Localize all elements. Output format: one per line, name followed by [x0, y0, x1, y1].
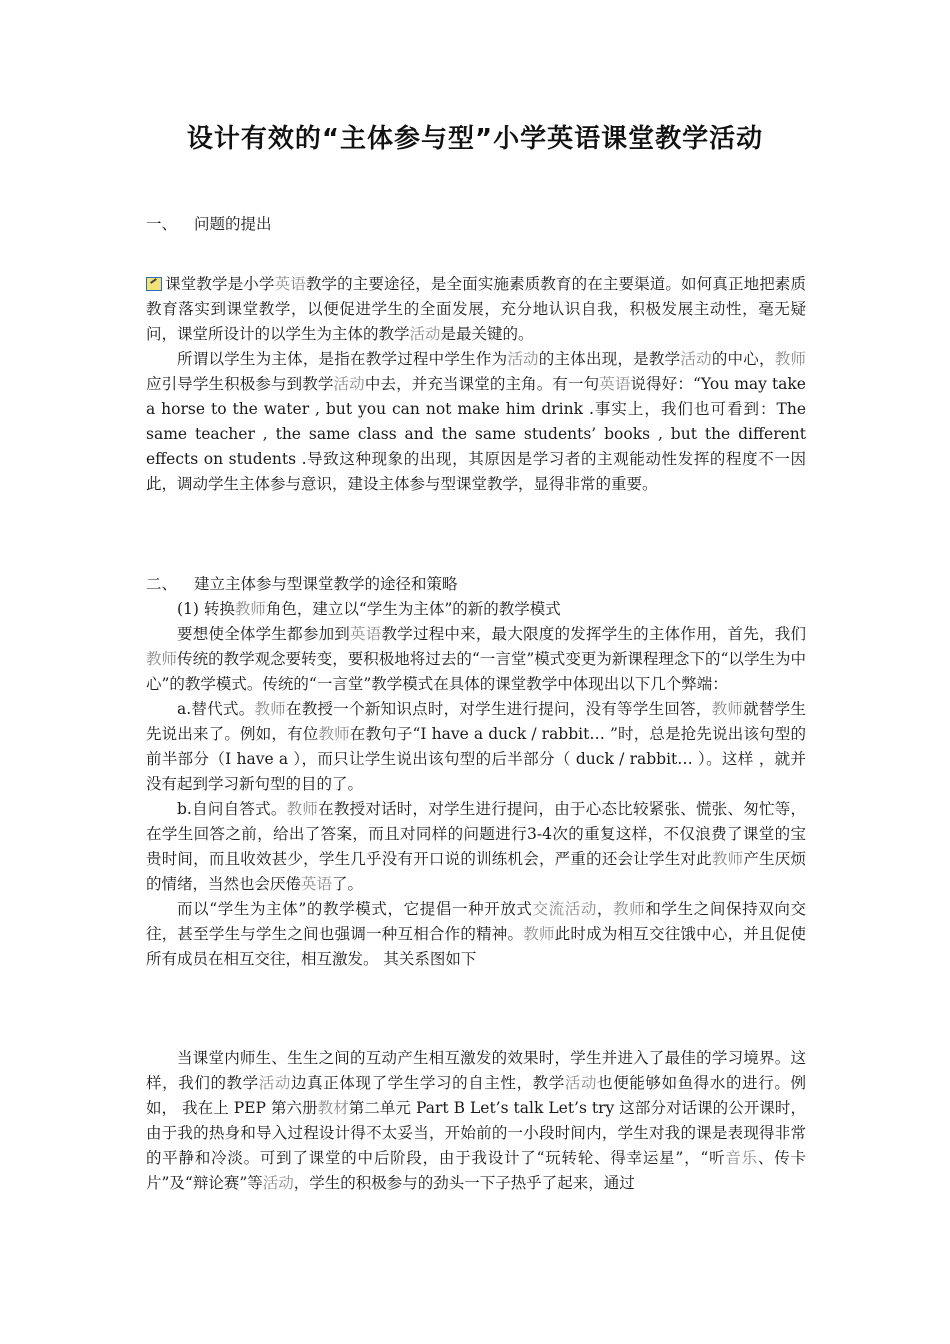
paragraph-runs: [146, 275, 806, 343]
paragraph: [146, 797, 806, 897]
highlighted-keyword: 英语: [274, 275, 306, 293]
text-run: 说得好：“You may take a horse to the water , but you can not make him drink .事实上，我们也可看到：The same teacher , the same class and the same students’ books , but the different effects on students .导致这种现象的出现，其原因是学习者的主观能动性发挥的程度不一因此，调动学生主体参与意识，建设主体参与型课堂教学，显得非常的重要。: [146, 375, 806, 493]
highlighted-keyword: 活动: [333, 375, 365, 393]
text-run: 是最关键的。: [440, 325, 534, 343]
text-run: 教学的主要途径，是全面实施素质教育的在主要渠道。如何真正地把素质教育落实到课堂教学，以便促进学生的全面发展，充分地认识自我，积极发展主动性，毫无疑问，课堂所设计的以学生为主体的教学: [146, 275, 806, 343]
highlighted-keyword: 教师: [523, 925, 555, 943]
text-run: 要想使全体学生都参加到: [177, 625, 351, 643]
highlighted-keyword: 教师: [234, 600, 266, 618]
highlighted-keyword: 英语: [301, 875, 333, 893]
highlighted-keyword: 活动: [507, 350, 539, 368]
text-run: 就替学生先说出来了。例如，有位: [146, 700, 806, 743]
section-heading-2: [146, 572, 458, 597]
highlighted-keyword: 活动: [409, 325, 441, 343]
highlighted-keyword: 活动: [680, 350, 712, 368]
highlighted-keyword: 英语: [350, 625, 382, 643]
text-run: 角色，建立以“学生为主体”的新的教学模式: [265, 600, 561, 618]
highlighted-keyword: 教师: [613, 900, 646, 918]
comment-note-icon[interactable]: [146, 277, 162, 291]
text-run: 所谓以学生为主体，是指在教学过程中学生作为: [177, 350, 508, 368]
text-run: 在教授一个新知识点时，对学生进行提问，没有等学生回答，: [286, 700, 712, 718]
highlighted-keyword: 教师: [774, 350, 806, 368]
highlighted-keyword: 教师: [254, 700, 287, 718]
section-heading-1: [146, 212, 272, 237]
text-run: 、传卡片”及“辩论赛”等: [146, 1149, 806, 1192]
highlighted-keyword: 活动: [262, 1174, 294, 1192]
paragraph: [146, 697, 806, 797]
text-run: 也便能够如鱼得水的进行。例如， 我在上 PEP 第六册: [146, 1074, 806, 1117]
text-run: 边真正体现了学生学习的自主性，教学: [291, 1074, 565, 1092]
paragraph: [146, 1046, 806, 1196]
text-run: 中去，并充当课堂的主角。有一句: [364, 375, 600, 393]
subheading: [146, 597, 806, 622]
text-run: 应引导学生积极参与到教学: [146, 375, 334, 393]
text-run: 当课堂内师生、生生之间的互动产生相互激发的效果时，学生并进入了最佳的学习境界。这样，我们的教学: [146, 1049, 806, 1092]
section-1-body: [146, 272, 806, 497]
text-run: ，: [597, 900, 614, 918]
section-2-body: [146, 597, 806, 972]
section-number: 二、: [146, 575, 178, 593]
highlighted-keyword: 英语: [599, 375, 631, 393]
highlighted-keyword: 教师: [146, 650, 178, 668]
highlighted-keyword: 教师: [286, 800, 319, 818]
text-run: ，学生的积极参与的劲头一下子热乎了起来，通过: [293, 1174, 635, 1192]
highlighted-keyword: 音乐: [725, 1149, 758, 1167]
text-run: 在教句子“I have a duck / rabbit… ”时，总是抢先说出该句型的前半部分（I have a ），而只让学生说出该句型的后半部分（ duck / rabbit… ）。这样 ，就并没有起到学习新句型的目的了。: [146, 725, 806, 793]
paragraph: [146, 347, 806, 497]
section-2-body-cont: [146, 1046, 806, 1196]
text-run: 和学生之间保持双向交往，甚至学生与学生之间也强调一种互相合作的精神。: [146, 900, 806, 943]
highlighted-keyword: 教师: [318, 725, 350, 743]
paragraph: [146, 897, 806, 972]
text-run: 产生厌烦的情绪，当然也会厌倦: [146, 850, 806, 893]
highlighted-keyword: 教材: [317, 1099, 349, 1117]
text-run: 第二单元 Part B Let’s talk Let’s try 这部分对话课的公开课时，由于我的热身和导入过程设计得不太妥当，开始前的一小段时间内，学生对我的课是表现得非常的平静和冷淡。可到了课堂的中后阶段，由于我设计了“玩转轮、得幸运星”，“听: [146, 1099, 806, 1167]
text-run: 在教授对话时，对学生进行提问，由于心态比较紧张、慌张、匆忙等，在学生回答之前，给出了答案，而且对同样的问题进行3-4次的重复这样，不仅浪费了课堂的宝贵时间，而且收效甚少，学生几乎没有开口说的训练机会，严重的还会让学生对此: [146, 800, 806, 868]
section-number: 一、: [146, 215, 178, 233]
text-run: 了。: [332, 875, 364, 893]
highlighted-keyword: 教师: [711, 850, 744, 868]
highlighted-keyword: 活动: [258, 1074, 292, 1092]
paragraph: [146, 272, 806, 347]
document-title: 设计有效的“主体参与型”小学英语课堂教学活动: [186, 124, 764, 154]
text-run: a.替代式。: [177, 700, 255, 718]
text-run: 课堂教学是小学: [165, 275, 275, 293]
text-run: 而以“学生为主体”的教学模式，它提倡一种开放式: [177, 900, 533, 918]
text-run: 的中心，: [711, 350, 775, 368]
paragraph: [146, 622, 806, 697]
section-heading-text: 建立主体参与型课堂教学的途径和策略: [194, 575, 458, 593]
text-run: 传统的教学观念要转变，要积极地将过去的“一言堂”模式变更为新课程理念下的“以学生为中心”的教学模式。传统的“一言堂”教学模式在具体的课堂教学中体现出以下几个弊端：: [146, 650, 806, 693]
text-run: 教学过程中来，最大限度的发挥学生的主体作用，首先，我们: [381, 625, 806, 643]
text-run: (1) 转换: [177, 600, 235, 618]
highlighted-keyword: 教师: [711, 700, 744, 718]
text-run: 的主体出现，是教学: [538, 350, 681, 368]
highlighted-keyword: 交流活动: [532, 900, 598, 918]
text-run: 此时成为相互交往饿中心，并且促使所有成员在相互交往，相互激发。 其关系图如下: [146, 925, 806, 968]
text-run: b.自问自答式。: [177, 800, 287, 818]
section-heading-text: 问题的提出: [194, 215, 272, 233]
highlighted-keyword: 活动: [564, 1074, 598, 1092]
